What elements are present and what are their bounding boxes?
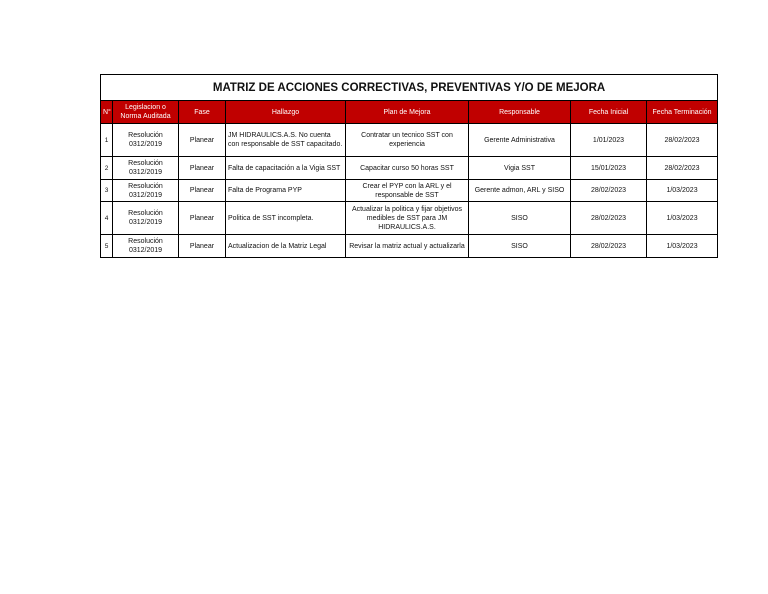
cell-fecha-inicial: 28/02/2023: [571, 202, 647, 235]
cell-fecha-inicial: 1/01/2023: [571, 124, 647, 157]
cell-plan: Contratar un tecnico SST con experiencia: [346, 124, 469, 157]
cell-number: 1: [101, 124, 113, 157]
column-header-responsable: Responsable: [469, 101, 571, 124]
cell-responsable: SISO: [469, 202, 571, 235]
cell-fecha-terminacion: 1/03/2023: [647, 180, 718, 202]
cell-fecha-inicial: 15/01/2023: [571, 157, 647, 180]
column-header-hallazgo: Hallazgo: [226, 101, 346, 124]
cell-plan: Crear el PYP con la ARL y el responsable de SST: [346, 180, 469, 202]
cell-number: 5: [101, 235, 113, 258]
cell-norma: Resolución 0312/2019: [113, 202, 179, 235]
cell-fase: Planear: [179, 124, 226, 157]
cell-fecha-terminacion: 1/03/2023: [647, 202, 718, 235]
cell-plan: Actualizar la politica y fijar objetivos medibles de SST para JM HIDRAULICS.A.S.: [346, 202, 469, 235]
cell-fase: Planear: [179, 180, 226, 202]
cell-fase: Planear: [179, 202, 226, 235]
table-row: [101, 157, 718, 180]
cell-responsable: Gerente Administrativa: [469, 124, 571, 157]
cell-number: 4: [101, 202, 113, 235]
action-matrix-sheet: [100, 74, 717, 258]
column-header-fecha-terminacion: Fecha Terminación: [647, 101, 718, 124]
cell-fecha-inicial: 28/02/2023: [571, 180, 647, 202]
cell-norma: Resolución 0312/2019: [113, 180, 179, 202]
cell-hallazgo: Actualizacion de la Matriz Legal: [226, 235, 346, 258]
cell-responsable: Vigia SST: [469, 157, 571, 180]
column-header-fecha-inicial: Fecha Inicial: [571, 101, 647, 124]
cell-hallazgo: JM HIDRAULICS.A.S. No cuenta con responsable de SST capacitado.: [226, 124, 346, 157]
cell-responsable: Gerente admon, ARL y SISO: [469, 180, 571, 202]
column-header-fase: Fase: [179, 101, 226, 124]
table-row: [101, 180, 718, 202]
cell-fecha-terminacion: 28/02/2023: [647, 157, 718, 180]
matrix-title: MATRIZ DE ACCIONES CORRECTIVAS, PREVENTIVAS Y/O DE MEJORA: [101, 75, 718, 101]
column-header-plan: Plan de Mejora: [346, 101, 469, 124]
table-row: [101, 124, 718, 157]
cell-responsable: SISO: [469, 235, 571, 258]
cell-hallazgo: Politica de SST incompleta.: [226, 202, 346, 235]
cell-fecha-inicial: 28/02/2023: [571, 235, 647, 258]
action-matrix-table: [100, 74, 718, 258]
cell-fase: Planear: [179, 235, 226, 258]
cell-fecha-terminacion: 28/02/2023: [647, 124, 718, 157]
cell-hallazgo: Falta de capacitación a la Vigia SST: [226, 157, 346, 180]
cell-norma: Resolución 0312/2019: [113, 235, 179, 258]
table-row: [101, 235, 718, 258]
cell-norma: Resolución 0312/2019: [113, 157, 179, 180]
table-row: [101, 202, 718, 235]
cell-norma: Resolución 0312/2019: [113, 124, 179, 157]
cell-fase: Planear: [179, 157, 226, 180]
cell-number: 3: [101, 180, 113, 202]
cell-hallazgo: Falta de Programa PYP: [226, 180, 346, 202]
column-header-norma: Legislacion o Norma Auditada: [113, 101, 179, 124]
cell-number: 2: [101, 157, 113, 180]
cell-fecha-terminacion: 1/03/2023: [647, 235, 718, 258]
column-header-number: N°: [101, 101, 113, 124]
cell-plan: Revisar la matriz actual y actualizarla: [346, 235, 469, 258]
header-row: [101, 101, 718, 124]
cell-plan: Capacitar curso 50 horas SST: [346, 157, 469, 180]
